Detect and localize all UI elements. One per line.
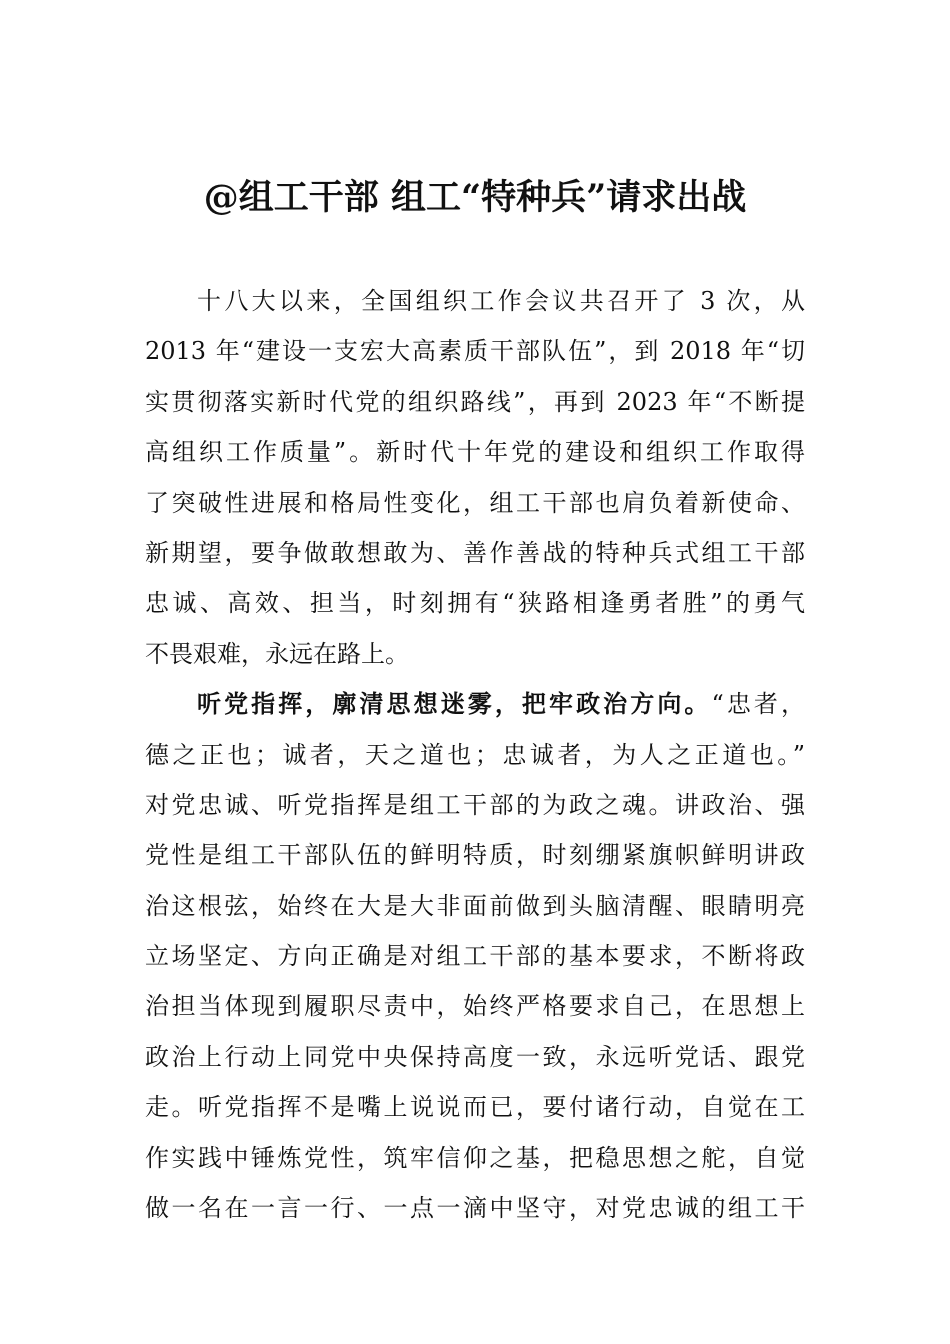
paragraph-line: 高组织工作质量”。新时代十年党的建设和组织工作取得 (145, 438, 805, 467)
paragraph-line: 做一名在一言一行、一点一滴中坚守，对党忠诚的组工干 (145, 1194, 805, 1223)
paragraph-line: 对党忠诚、听党指挥是组工干部的为政之魂。讲政治、强 (145, 790, 805, 819)
paragraph-line: 实贯彻落实新时代党的组织路线”，再到 2023 年“不断提 (145, 387, 805, 416)
paragraph-line: 走。听党指挥不是嘴上说说而已，要付诸行动，自觉在工 (145, 1093, 805, 1122)
paragraph-line: 不畏艰难，永远在路上。 (145, 639, 409, 668)
paragraph-political-direction (145, 679, 805, 1233)
paragraph-line: 政治上行动上同党中央保持高度一致，永远听党话、跟党 (145, 1042, 805, 1071)
paragraph-line: 了突破性进展和格局性变化，组工干部也肩负着新使命、 (145, 488, 805, 517)
paragraph-first-line (145, 679, 805, 729)
document-body (145, 276, 805, 1233)
paragraph-line: 十八大以来，全国组织工作会议共召开了 3 次，从 (197, 287, 805, 315)
paragraph-line: 新期望，要争做敢想敢为、善作善战的特种兵式组工干部 (145, 538, 805, 567)
paragraph-line: 德之正也；诚者，天之道也；忠诚者，为人之正道也。” (145, 740, 805, 769)
paragraph-line: 治这根弦，始终在大是大非面前做到头脑清醒、眼睛明亮 (145, 891, 805, 920)
paragraph-line: 治担当体现到履职尽责中，始终严格要求自己，在思想上 (145, 992, 805, 1021)
paragraph-line-rest: “忠者， (711, 690, 805, 719)
paragraph-intro (145, 276, 805, 679)
paragraph-line: 2013 年“建设一支宏大高素质干部队伍”，到 2018 年“切 (145, 337, 805, 366)
section-heading: 听党指挥，廓清思想迷雾，把牢政治方向。 (197, 690, 712, 719)
paragraph-line: 忠诚、高效、担当，时刻拥有“狭路相逢勇者胜”的勇气 (145, 589, 805, 618)
document-title: @组工干部 组工“特种兵”请求出战 (203, 177, 747, 218)
paragraph-line: 立场坚定、方向正确是对组工干部的基本要求，不断将政 (145, 942, 805, 971)
paragraph-line: 党性是组工干部队伍的鲜明特质，时刻绷紧旗帜鲜明讲政 (145, 841, 805, 870)
paragraph-line: 作实践中锤炼党性，筑牢信仰之基，把稳思想之舵，自觉 (145, 1143, 805, 1172)
